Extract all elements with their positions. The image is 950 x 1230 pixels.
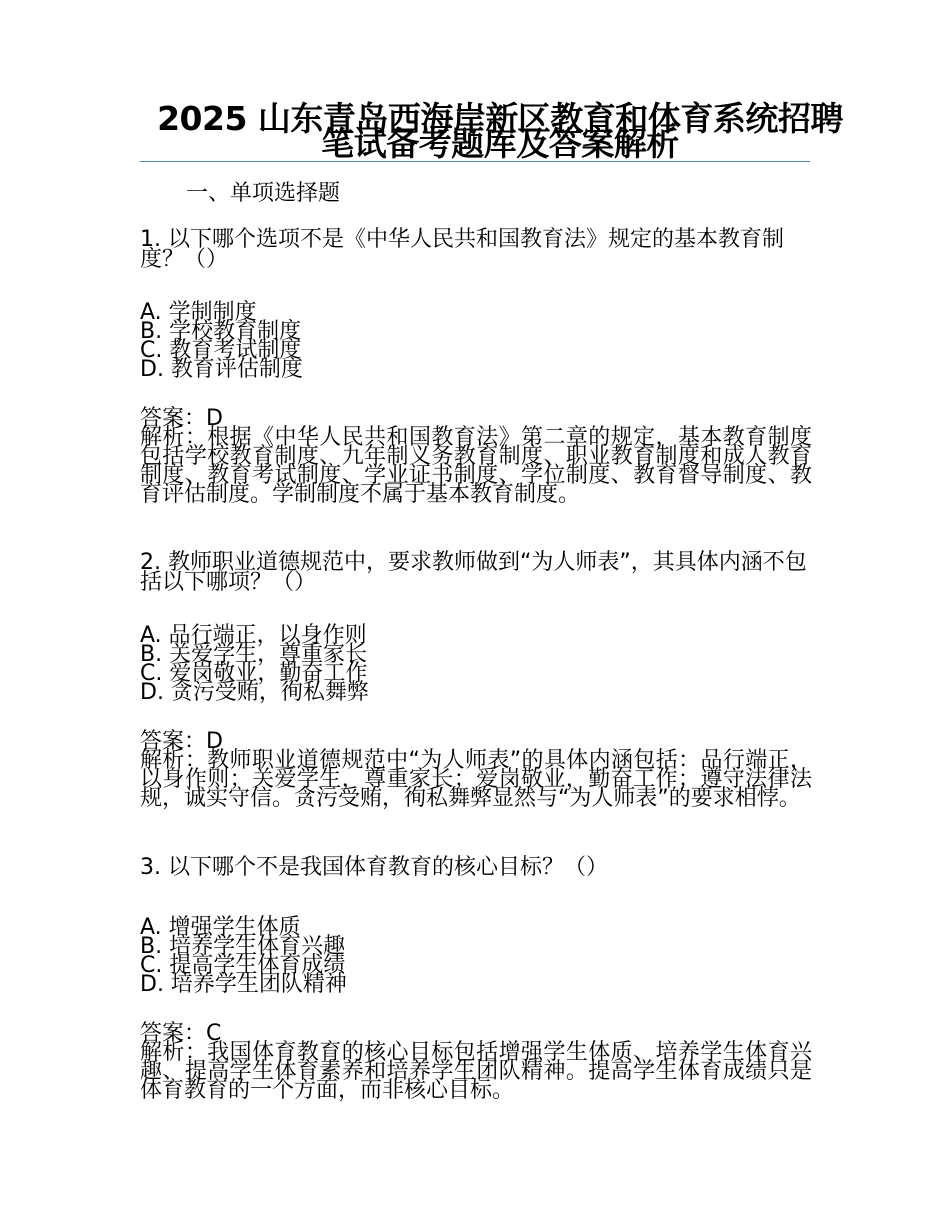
- answer-text: 答案：C: [140, 1021, 222, 1046]
- option-b: B. 关爱学生，尊重家长: [140, 642, 368, 667]
- option-c: C. 教育考试制度: [140, 338, 302, 363]
- option-c: C. 提高学生体育成绩: [140, 953, 346, 978]
- question-2: [140, 550, 812, 811]
- answer-text: 答案：D: [140, 729, 223, 754]
- question-stem: 1. 以下哪个选项不是《中华人民共和国教育法》规定的基本教育制度？（）: [140, 227, 784, 272]
- option-a: A. 增强学生体质: [140, 915, 301, 940]
- answer-block: [140, 1021, 812, 1103]
- question-stem: 3. 以下哪个不是我国体育教育的核心目标？（）: [140, 855, 608, 880]
- analysis-text: 解析：根据《中华人民共和国教育法》第二章的规定，基本教育制度包括学校教育制度、九年制义务教育制度、职业教育制度和成人教育制度、教育考试制度、学业证书制度、学位制度、教育督导制度、教育评估制度。学制制度不属于基本教育制度。: [140, 425, 812, 507]
- answer-block: [140, 406, 812, 507]
- option-d: D. 教育评估制度: [140, 357, 303, 382]
- option-d: D. 贪污受贿，徇私舞弊: [140, 680, 369, 705]
- answer-text: 答案：D: [140, 406, 223, 431]
- question-options: [140, 300, 812, 382]
- question-stem: 2. 教师职业道德规范中，要求教师做到“为人师表”，其具体内涵不包括以下哪项？（）: [140, 550, 807, 595]
- document-title: 2025 山东青岛西海岸新区教育和体育系统招聘笔试备考题库及答案解析: [157, 99, 843, 163]
- option-b: B. 学校教育制度: [140, 319, 302, 344]
- section-heading: 一、单项选择题: [186, 181, 341, 206]
- option-d: D. 培养学生团队精神: [140, 972, 347, 997]
- analysis-text: 解析：我国体育教育的核心目标包括增强学生体质、培养学生体育兴趣、提高学生体育素养和培养学生团队精神。提高学生体育成绩只是体育教育的一个方面，而非核心目标。: [140, 1040, 812, 1103]
- question-1: [140, 227, 812, 507]
- title-underline: [140, 161, 810, 162]
- option-a: A. 品行端正，以身作则: [140, 623, 367, 648]
- option-a: A. 学制制度: [140, 300, 257, 325]
- answer-block: [140, 729, 812, 811]
- option-b: B. 培养学生体育兴趣: [140, 934, 346, 959]
- analysis-text: 解析：教师职业道德规范中“为人师表”的具体内涵包括：品行端正，以身作则；关爱学生，尊重家长；爱岗敬业，勤奋工作；遵守法律法规，诚实守信。贪污受贿，徇私舞弊显然与“为人师表”的要求相悖。: [140, 748, 812, 811]
- option-c: C. 爱岗敬业，勤奋工作: [140, 661, 368, 686]
- question-options: [140, 915, 812, 997]
- question-3: [140, 855, 812, 1103]
- question-options: [140, 623, 812, 705]
